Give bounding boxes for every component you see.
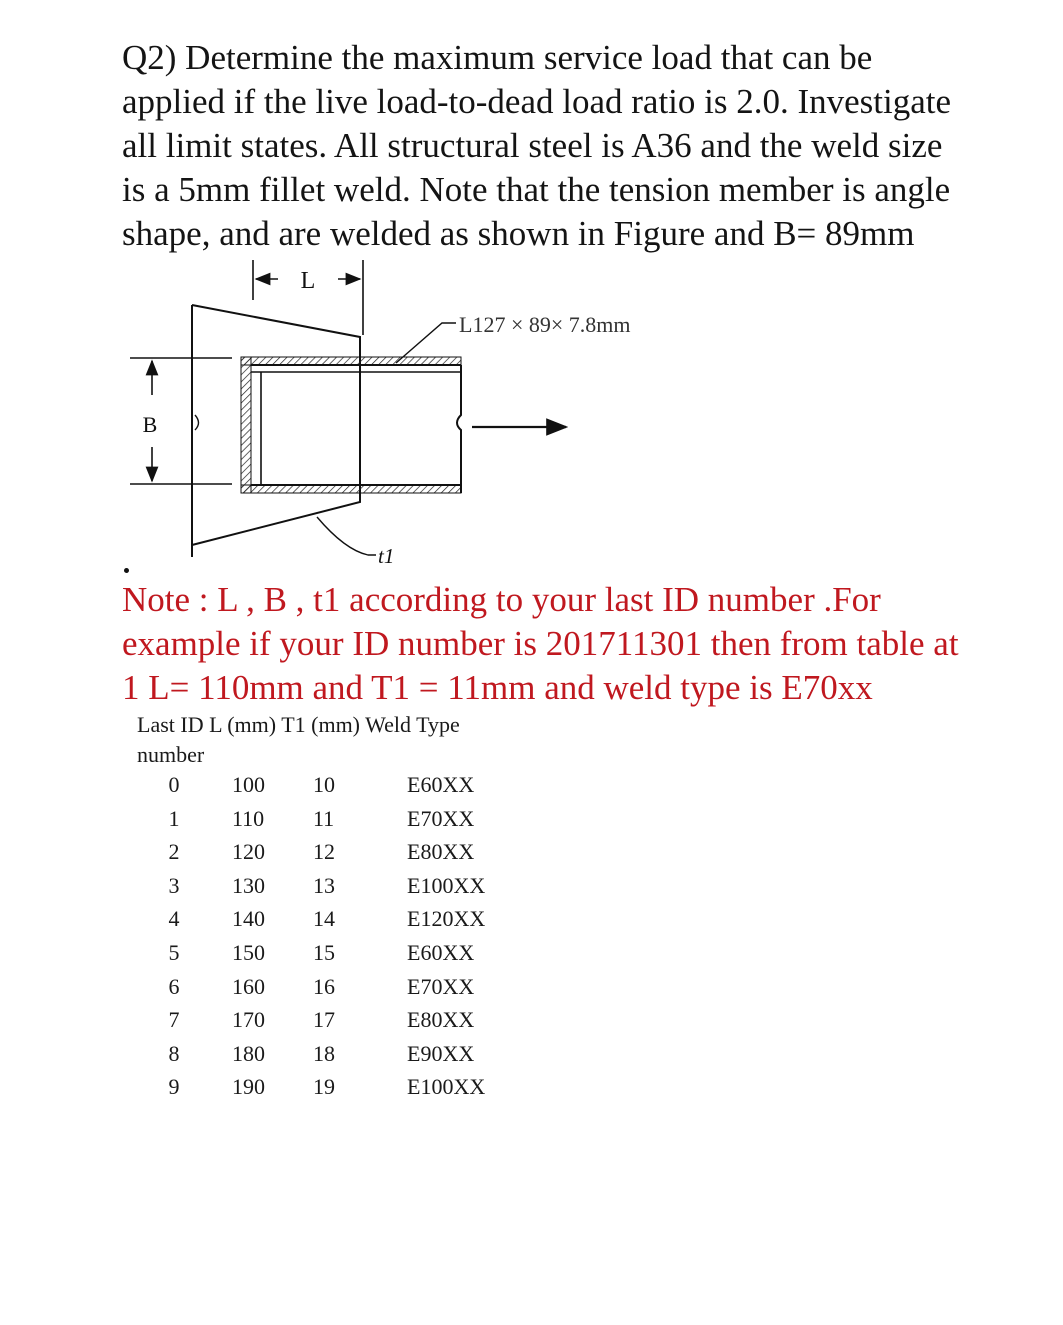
note-line: example if your ID number is 201711301 then from table at [122,624,959,663]
cell-T1: 19 [313,1074,335,1100]
table-header-number: number [137,742,205,767]
cell-id: 3 [168,872,180,898]
cell-weld: E100XX [407,1074,486,1100]
gusset-plate [192,305,360,557]
cell-L: 160 [232,973,265,999]
cell-L: 120 [232,839,265,865]
question-line: applied if the live load-to-dead load ratio is 2.0. Investigate [122,82,952,121]
table-row [137,772,557,806]
question-line: Q2) Determine the maximum service load that can be [122,38,873,77]
cell-id: 4 [168,906,180,932]
table-row [137,1007,557,1041]
table-row [137,940,557,974]
dimension-L [253,260,363,335]
question-line: all limit states. All structural steel is A36 and the weld size [122,126,943,165]
angle-member [195,357,461,493]
cell-weld: E90XX [407,1040,475,1066]
cell-weld: E70XX [407,973,475,999]
note-line: Note : L , B , t1 according to your last ID number .For [122,580,881,619]
cell-L: 190 [232,1074,265,1100]
label-B: B [142,412,158,437]
t1-label [317,517,394,568]
question-line: shape, and are welded as shown in Figure and B= 89mm [122,214,915,253]
dimension-B [130,358,232,484]
cell-T1: 10 [313,772,335,797]
bullet-dot [124,568,129,573]
cell-weld: E60XX [407,772,475,797]
table-row [137,974,557,1008]
cell-L: 140 [232,906,265,932]
cell-weld: E70XX [407,805,475,831]
cell-L: 170 [232,1007,265,1033]
cell-id: 9 [168,1074,180,1100]
cell-weld: E120XX [407,906,486,932]
note-text [122,578,1052,710]
cell-weld: E100XX [407,872,486,898]
cell-id: 7 [168,1007,180,1033]
cell-id: 5 [168,939,180,965]
cell-weld: E80XX [407,839,475,865]
cell-T1: 13 [313,872,335,898]
cell-L: 110 [232,805,265,831]
cell-L: 180 [232,1040,265,1066]
question-line: is a 5mm fillet weld. Note that the tension member is angle [122,170,951,209]
cell-weld: E60XX [407,939,475,965]
table-row [137,906,557,940]
cell-T1: 11 [313,805,335,831]
cell-id: 2 [168,839,180,865]
cell-L: 100 [232,772,265,797]
table-row [137,1041,557,1075]
label-L: L [300,268,316,294]
cell-T1: 12 [313,839,335,865]
cell-id: 0 [168,772,180,797]
label-t1: t1 [378,544,395,568]
table-header-columns: Last ID L (mm) T1 (mm) Weld Type [137,712,460,737]
cell-T1: 17 [313,1007,335,1033]
cell-id: 8 [168,1040,180,1066]
cell-T1: 14 [313,906,335,932]
question-text [122,36,1032,256]
table-row [137,806,557,840]
cell-id: 6 [168,973,180,999]
angle-label [396,312,630,363]
id-table [137,772,557,1108]
cell-T1: 15 [313,939,335,965]
note-line: 1 L= 110mm and T1 = 11mm and weld type is E70xx [122,668,873,707]
label-angle-size: L127 × 89× 7.8mm [459,312,631,337]
cell-T1: 16 [313,973,335,999]
cell-T1: 18 [313,1040,335,1066]
table-row [137,839,557,873]
cell-L: 130 [232,872,265,898]
cell-L: 150 [232,939,265,965]
table-row [137,873,557,907]
table-row [137,1074,557,1108]
weld-connection-figure [120,255,720,575]
cell-weld: E80XX [407,1007,475,1033]
cell-id: 1 [168,805,180,831]
